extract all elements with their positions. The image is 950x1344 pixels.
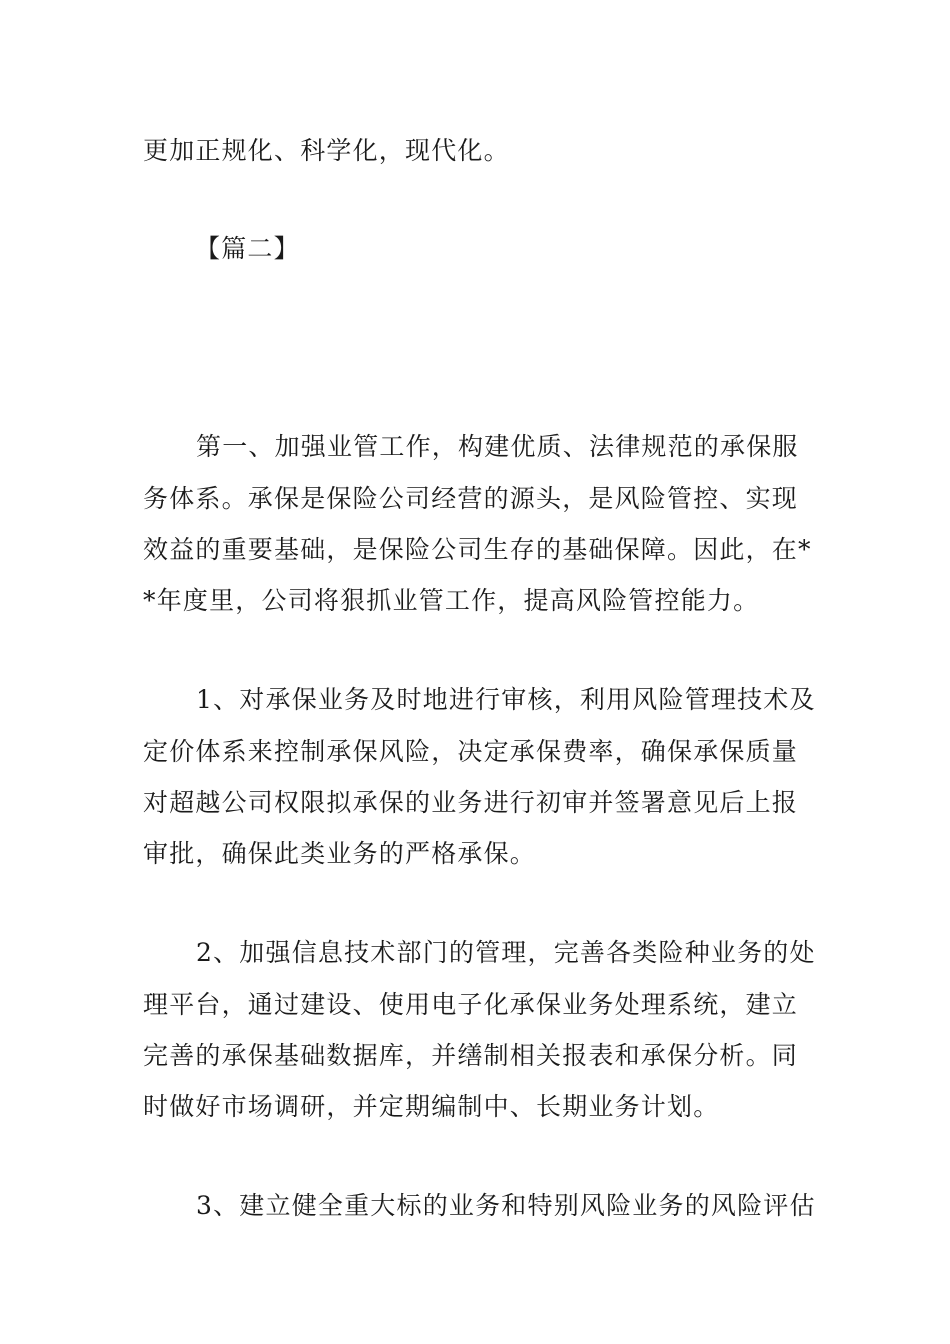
paragraph-line: 效益的重要基础，是保险公司生存的基础保障。因此，在*	[143, 535, 812, 564]
paragraph-line: *年度里，公司将狠抓业管工作，提高风险管控能力。	[143, 586, 760, 615]
paragraph-line: 时做好市场调研，并定期编制中、长期业务计划。	[143, 1092, 720, 1121]
paragraph-line: 审批，确保此类业务的严格承保。	[143, 839, 537, 868]
paragraph-line: 务体系。承保是保险公司经营的源头，是风险管控、实现	[143, 484, 799, 513]
paragraph-line: 更加正规化、科学化，现代化。	[143, 136, 510, 165]
paragraph-line: 2、加强信息技术部门的管理，完善各类险种业务的处	[196, 938, 816, 967]
paragraph-line: 理平台，通过建设、使用电子化承保业务处理系统，建立	[143, 990, 799, 1019]
paragraph-line: 1、对承保业务及时地进行审核，利用风险管理技术及	[196, 685, 816, 714]
paragraph-line: 第一、加强业管工作，构建优质、法律规范的承保服	[196, 432, 799, 461]
paragraph-line: 对超越公司权限拟承保的业务进行初审并签署意见后上报	[143, 788, 799, 817]
paragraph-line: 完善的承保基础数据库，并缮制相关报表和承保分析。同	[143, 1041, 799, 1070]
section-heading: 【篇二】	[195, 234, 300, 263]
paragraph-line: 3、建立健全重大标的业务和特别风险业务的风险评估	[196, 1191, 816, 1220]
paragraph-line: 定价体系来控制承保风险，决定承保费率，确保承保质量	[143, 737, 799, 766]
